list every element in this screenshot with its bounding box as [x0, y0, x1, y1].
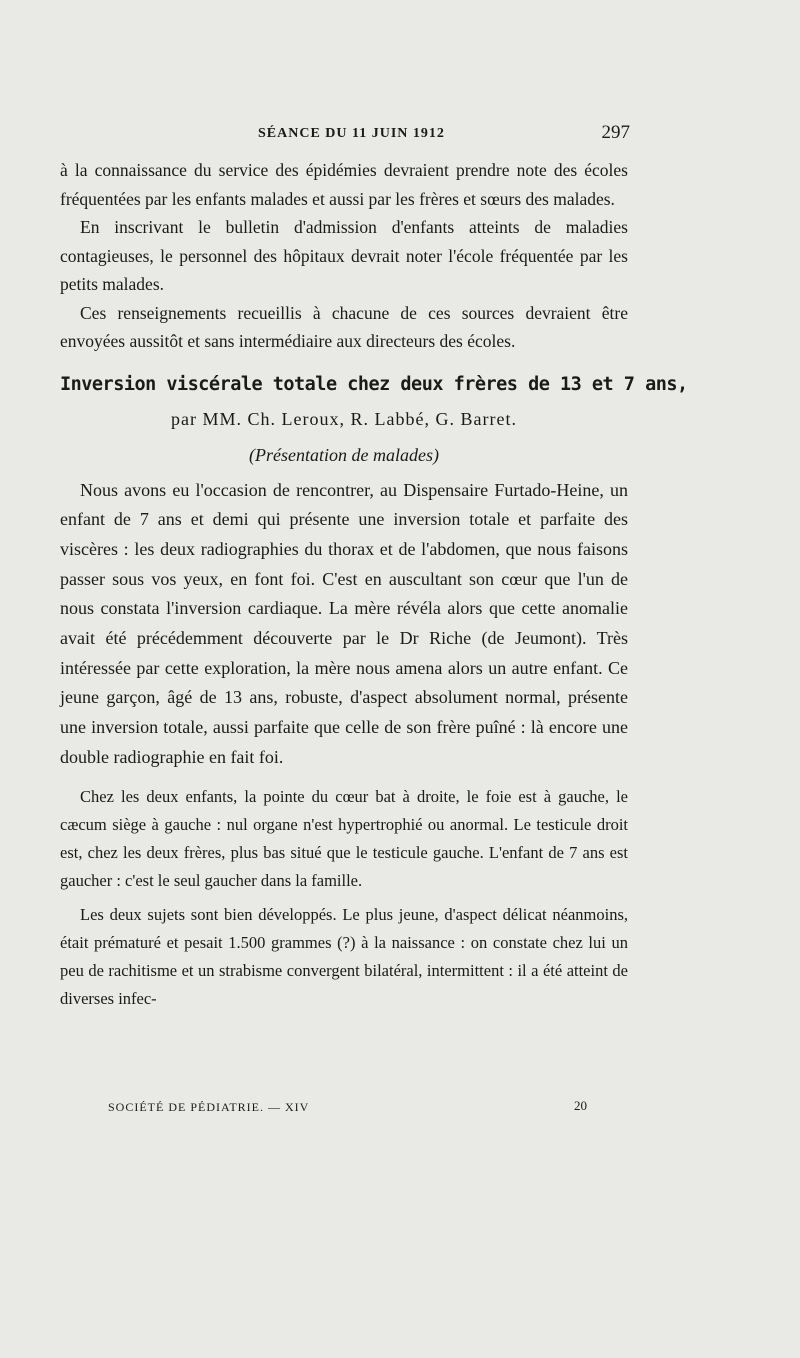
page-footer — [108, 1100, 628, 1122]
article-title: Inversion viscérale totale chez deux frères de 13 et 7 ans, — [60, 373, 688, 395]
running-head: SÉANCE DU 11 JUIN 1912 — [258, 126, 445, 141]
page-header — [60, 120, 630, 150]
footer-society: SOCIÉTÉ DE PÉDIATRIE. — XIV — [108, 1100, 310, 1114]
footer-signature-number: 20 — [574, 1098, 587, 1113]
intro-paragraph: à la connaissance du service des épidémies devraient prendre note des écoles fréquentées par les enfants malades et aussi par les frères et sœurs des malades. — [60, 160, 628, 209]
intro-paragraph: Ces renseignements recueillis à chacune de ces sources devraient être envoyées aussitôt et sans intermédiaire aux directeurs des écoles. — [60, 302, 628, 351]
small-paragraph: Chez les deux enfants, la pointe du cœur bat à droite, le foie est à gauche, le cæcum siège à gauche : nul organe n'est hypertrophié ou anormal. Le testicule droit est, chez les deux frères, plus bas situé que le testicule gauche. L'enfant de 7 ans est gaucher : c'est le seul gaucher dans la famille. — [60, 786, 628, 890]
article-main — [60, 476, 628, 773]
page-number: 297 — [601, 122, 630, 143]
main-paragraph: Nous avons eu l'occasion de rencontrer, au Dispensaire Furtado-Heine, un enfant de 7 ans et demi qui présente une inversion totale et parfaite des viscères : les deux radiographies du thorax et de l'abdomen, que nous faisons passer sous vos yeux, en font foi. C'est en auscultant son cœur que l'un de nous constata l'inversion cardiaque. La mère révéla alors que cette anomalie avait été précédemment découverte par le Dr Riche (de Jeumont). Très intéressée par cette exploration, la mère nous amena alors un autre enfant. Ce jeune garçon, âgé de 13 ans, robuste, d'aspect absolument normal, présente une inversion totale, aussi parfaite que celle de son frère puîné : là encore une double radiographie en fait foi. — [60, 479, 628, 767]
article-authors: par MM. Ch. Leroux, R. Labbé, G. Barret. — [171, 408, 517, 429]
intro-paragraph: En inscrivant le bulletin d'admission d'enfants atteints de maladies contagieuses, le personnel des hôpitaux devrait noter l'école fréquentée par les petits malades. — [60, 217, 628, 294]
article-subtitle: (Présentation de malades) — [249, 444, 439, 465]
article-small-print — [60, 783, 628, 1013]
body-text — [60, 156, 688, 1013]
small-paragraph: Les deux sujets sont bien développés. Le plus jeune, d'aspect délicat néanmoins, était prématuré et pesait 1.500 grammes (?) à la naissance : on constate chez lui un peu de rachitisme et un strabisme convergent bilatéral, intermittent : il a été atteint de diverses infec- — [60, 904, 628, 1008]
